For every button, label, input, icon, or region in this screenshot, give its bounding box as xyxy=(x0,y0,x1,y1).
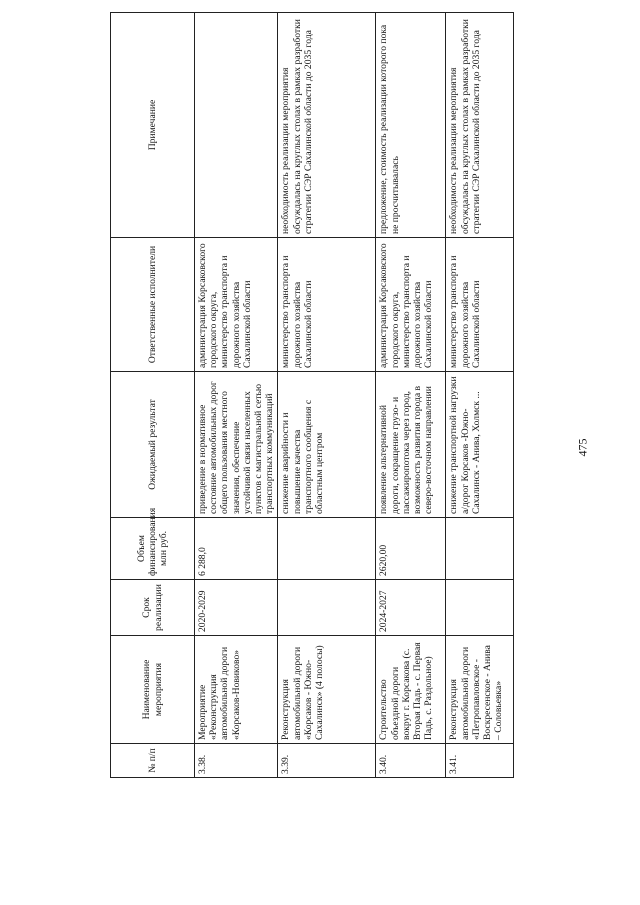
header-responsible: Ответственные исполнители xyxy=(111,238,195,372)
measures-table xyxy=(110,12,514,778)
cell-name: Строительство объездной дороги вокруг г. Корсакова (с. Вторая Падь - с. Первая Падь, с. Раздольное) xyxy=(376,636,446,744)
header-name: Наименование мероприятия xyxy=(111,636,195,744)
cell-term: 2020-2029 xyxy=(195,580,278,636)
cell-note: необходимость реализации мероприятия обсуждалась на круглых столах в рамках разработки стратегии СЭР Сахалинской области до 2035 года xyxy=(446,13,514,238)
table-header-row xyxy=(111,13,195,778)
cell-volume: 2620,00 xyxy=(376,518,446,580)
cell-result: снижение транспортной нагрузки а/дорог Корсаков -Южно-Сахалинск - Анива, Холмск ... xyxy=(446,372,514,518)
cell-name: Реконструкция автомобильной дороги «Корсаков - Южно-Сахалинск» (4 полосы) xyxy=(278,636,376,744)
cell-term: 2024-2027 xyxy=(376,580,446,636)
cell-volume xyxy=(446,518,514,580)
table-row xyxy=(376,13,446,778)
cell-name: Мероприятие «Реконструкция автомобильной дороги «Корсаков-Новиково» xyxy=(195,636,278,744)
cell-term xyxy=(278,580,376,636)
cell-term xyxy=(446,580,514,636)
rotated-table-container xyxy=(110,13,504,778)
cell-num: 3.40. xyxy=(376,744,446,778)
cell-name: Реконструкция автомобильной дороги «Петропавловское - Воскресенское - Анива – Соловьевка» xyxy=(446,636,514,744)
cell-volume xyxy=(278,518,376,580)
cell-result: приведение в нормативное состояние автомобильных дорог общего пользования местного значения, обеспечение устойчивой связи населенных пунктов с магистральной сетью транспортных коммуникаций xyxy=(195,372,278,518)
cell-responsible: министерство транспорта и дорожного хозяйства Сахалинской области xyxy=(446,238,514,372)
cell-result: появление альтернативной дороги, сокращение грузо- и пассажиропотока через город, возможность развития города в северо-восточном направлении xyxy=(376,372,446,518)
cell-note: предложение, стоимость реализации которого пока не просчитывалась xyxy=(376,13,446,238)
header-note: Примечание xyxy=(111,13,195,238)
cell-responsible: министерство транспорта и дорожного хозяйства Сахалинской области xyxy=(278,238,376,372)
table-row xyxy=(195,13,278,778)
header-result: Ожидаемый результат xyxy=(111,372,195,518)
header-num: № п/п xyxy=(111,744,195,778)
page-number: 475 xyxy=(575,438,590,457)
cell-num: 3.41. xyxy=(446,744,514,778)
cell-responsible: администрация Корсаковского городского округа, министерство транспорта и дорожного хозяйства Сахалинской области xyxy=(376,238,446,372)
header-term: Срок реализации xyxy=(111,580,195,636)
header-volume: Объем финансирования млн руб. xyxy=(111,518,195,580)
cell-note xyxy=(195,13,278,238)
cell-responsible: администрация Корсаковского городского округа, министерство транспорта и дорожного хозяйства Сахалинской области xyxy=(195,238,278,372)
cell-num: 3.39. xyxy=(278,744,376,778)
table-row xyxy=(278,13,376,778)
cell-num: 3.38. xyxy=(195,744,278,778)
cell-note: необходимость реализации мероприятия обсуждалась на круглых столах в рамках разработки стратегии СЭР Сахалинской области до 2035 года xyxy=(278,13,376,238)
table-row xyxy=(446,13,514,778)
cell-volume: 6 288,0 xyxy=(195,518,278,580)
cell-result: снижение аварийности и повышение качества транспортного сообщения с областным центром xyxy=(278,372,376,518)
